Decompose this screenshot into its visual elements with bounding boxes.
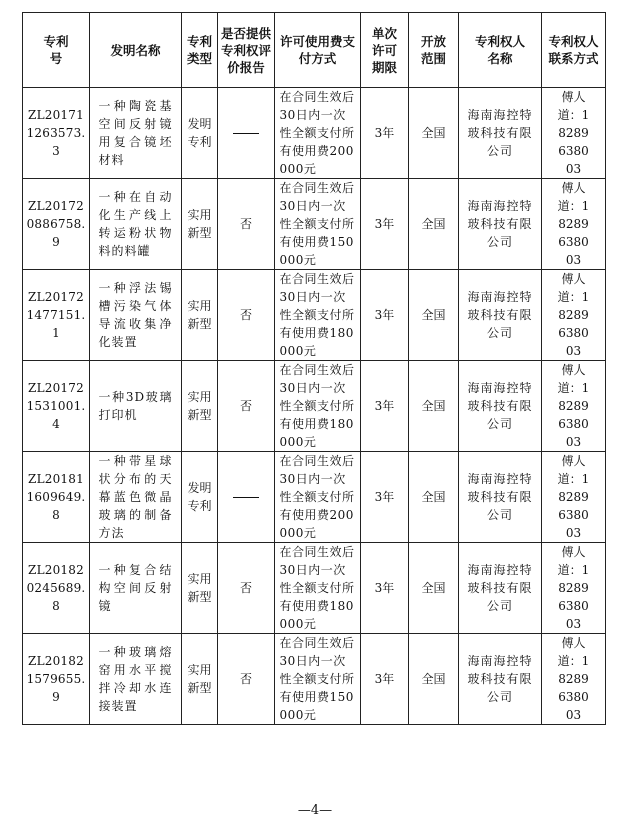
table-header-row	[23, 13, 606, 88]
header-evaluation: 是否提供专利权评价报告	[218, 13, 275, 88]
patent-number: ZL201720886758.9	[26, 199, 86, 249]
license-term: 3年	[374, 581, 395, 595]
owner-contact: 傅人道：18289638003	[557, 181, 590, 267]
license-scope: 全国	[421, 581, 446, 595]
patent-number: ZL201821579655.9	[26, 654, 86, 704]
patent-type: 实用新型	[187, 299, 212, 331]
payment-terms: 在合同生效后30日内一次性全额支付所有使用费180000元	[279, 272, 355, 358]
owner-contact: 傅人道：18289638003	[557, 363, 590, 449]
invention-title: 一种浮法锡槽污染气体导流收集净化装置	[98, 281, 173, 349]
payment-terms: 在合同生效后30日内一次性全额支付所有使用费150000元	[279, 181, 355, 267]
license-term: 3年	[374, 126, 395, 140]
table-row	[23, 270, 606, 361]
license-term: 3年	[374, 399, 395, 413]
patent-owner: 海南海控特玻科技有限公司	[467, 654, 533, 704]
invention-title: 一种复合结构空间反射镜	[98, 563, 173, 613]
license-term: 3年	[374, 672, 395, 686]
header-patent-no: 专利号	[23, 13, 90, 88]
header-contact: 专利权人联系方式	[542, 13, 606, 88]
invention-title: 一种玻璃熔窑用水平搅拌冷却水连接装置	[98, 645, 173, 713]
table-row	[23, 452, 606, 543]
evaluation-dash	[233, 497, 259, 498]
page-number: —4—	[297, 803, 333, 818]
patent-type: 发明专利	[187, 481, 212, 513]
license-scope: 全国	[421, 217, 446, 231]
evaluation-report: 否	[239, 672, 252, 686]
header-term: 单次许可期限	[361, 13, 409, 88]
table-row	[23, 88, 606, 179]
patent-type: 实用新型	[187, 572, 212, 604]
table-row	[23, 361, 606, 452]
invention-title: 一种在自动化生产线上转运粉状物料的料罐	[98, 190, 173, 258]
header-scope: 开放范围	[409, 13, 459, 88]
patent-number: ZL201811609649.8	[26, 472, 86, 522]
patent-owner: 海南海控特玻科技有限公司	[467, 290, 533, 340]
owner-contact: 傅人道：18289638003	[557, 272, 590, 358]
evaluation-dash	[233, 133, 259, 134]
payment-terms: 在合同生效后30日内一次性全额支付所有使用费200000元	[279, 90, 355, 176]
patent-license-table	[22, 12, 606, 725]
header-payment: 许可使用费支付方式	[275, 13, 361, 88]
payment-terms: 在合同生效后30日内一次性全额支付所有使用费200000元	[279, 454, 355, 540]
patent-owner: 海南海控特玻科技有限公司	[467, 108, 533, 158]
patent-owner: 海南海控特玻科技有限公司	[467, 199, 533, 249]
invention-title: 一种3D玻璃打印机	[98, 390, 173, 422]
invention-title: 一种带星球状分布的天幕蓝色微晶玻璃的制备方法	[98, 454, 173, 540]
owner-contact: 傅人道：18289638003	[557, 636, 590, 722]
owner-contact: 傅人道：18289638003	[557, 90, 590, 176]
header-owner: 专利权人名称	[459, 13, 542, 88]
patent-type: 实用新型	[187, 663, 212, 695]
license-term: 3年	[374, 308, 395, 322]
license-term: 3年	[374, 217, 395, 231]
license-scope: 全国	[421, 308, 446, 322]
patent-type: 发明专利	[187, 117, 212, 149]
payment-terms: 在合同生效后30日内一次性全额支付所有使用费150000元	[279, 636, 355, 722]
patent-owner: 海南海控特玻科技有限公司	[467, 472, 533, 522]
patent-owner: 海南海控特玻科技有限公司	[467, 381, 533, 431]
evaluation-report: 否	[239, 399, 252, 413]
table-row	[23, 543, 606, 634]
evaluation-report: 否	[239, 217, 252, 231]
patent-type: 实用新型	[187, 390, 212, 422]
evaluation-report: 否	[239, 581, 252, 595]
patent-number: ZL201820245689.8	[26, 563, 86, 613]
owner-contact: 傅人道：18289638003	[557, 454, 590, 540]
payment-terms: 在合同生效后30日内一次性全额支付所有使用费180000元	[279, 363, 355, 449]
table-row	[23, 634, 606, 725]
owner-contact: 傅人道：18289638003	[557, 545, 590, 631]
license-scope: 全国	[421, 399, 446, 413]
patent-number: ZL201721477151.1	[26, 290, 86, 340]
invention-title: 一种陶瓷基空间反射镜用复合镜坯材料	[98, 99, 173, 167]
header-type: 专利类型	[182, 13, 218, 88]
patent-owner: 海南海控特玻科技有限公司	[467, 563, 533, 613]
header-title: 发明名称	[90, 13, 182, 88]
patent-number: ZL201721531001.4	[26, 381, 86, 431]
license-term: 3年	[374, 490, 395, 504]
license-scope: 全国	[421, 672, 446, 686]
license-scope: 全国	[421, 490, 446, 504]
patent-number: ZL201711263573.3	[26, 108, 86, 158]
license-scope: 全国	[421, 126, 446, 140]
table-row	[23, 179, 606, 270]
payment-terms: 在合同生效后30日内一次性全额支付所有使用费180000元	[279, 545, 355, 631]
patent-type: 实用新型	[187, 208, 212, 240]
evaluation-report: 否	[239, 308, 252, 322]
